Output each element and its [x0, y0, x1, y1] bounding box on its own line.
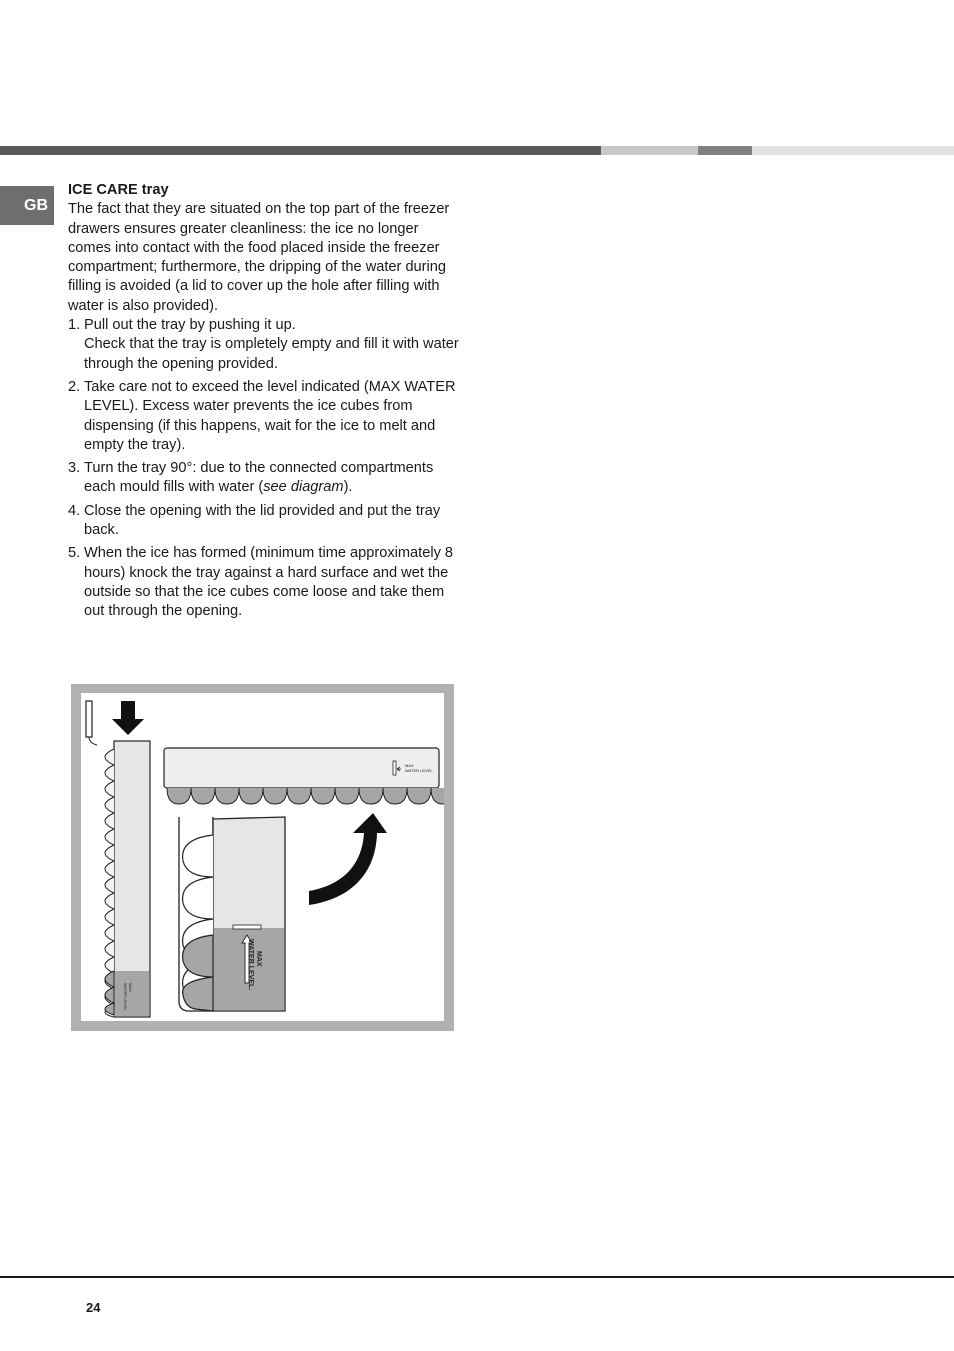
lid-tether-icon [89, 737, 97, 745]
step-text-emphasis: see diagram [263, 479, 344, 496]
main-content [68, 181, 460, 626]
footer-rule [0, 1276, 954, 1278]
step-item [68, 459, 460, 498]
header-bar-segment-light [601, 146, 698, 155]
header-bar-segment-dark [0, 146, 601, 155]
step-number: 4. [68, 502, 81, 519]
step-number: 3. [68, 460, 81, 477]
step-text: Close the opening with the lid provided and put the tray back. [84, 502, 441, 539]
horizontal-max-label: MAX [405, 763, 414, 768]
level-marker-icon [393, 761, 396, 775]
page-number: 24 [86, 1300, 101, 1315]
small-water-level-label: WATER LEVEL [123, 983, 128, 1011]
step-item [68, 502, 460, 541]
header-bar-segment-mid [698, 146, 752, 155]
ice-tray-diagram-frame [71, 684, 454, 1031]
step-number: 2. [68, 378, 81, 395]
vertical-tray-water [115, 971, 149, 1016]
step-extra-text: Check that the tray is ompletely empty and fill it with water through the opening provided. [84, 336, 459, 372]
small-max-label: MAX [128, 983, 133, 992]
enlarged-max-label: MAX [255, 951, 262, 967]
step-text: Pull out the tray by pushing it up. [84, 317, 296, 334]
ice-tray-diagram [81, 693, 444, 1021]
step-text: When the ice has formed (minimum time approximately 8 hours) knock the tray against a hard surface and wet the outside so that the ice cubes come loose and take them out through the opening. [84, 545, 454, 620]
header-color-bar [0, 146, 954, 155]
horizontal-tray-moulds [167, 788, 444, 804]
step-item [68, 544, 460, 621]
step-item [68, 316, 460, 374]
step-text-end: ). [343, 479, 353, 496]
step-number: 1. [68, 317, 81, 334]
steps-list [68, 316, 460, 621]
step-number: 5. [68, 545, 81, 562]
enlarged-water-level-label: WATER LEVEL. [247, 939, 254, 991]
vertical-tray-mould-water [105, 971, 114, 1015]
push-down-arrow-icon [112, 701, 144, 735]
intro-paragraph: The fact that they are situated on the top part of the freezer drawers ensures greater cleanliness: the ice no longer comes into contact with the food placed inside the freezer compartment; furthermore, the dripping of the water during filling is avoided (a lid to cover up the hole after filling with water is also provided). [68, 201, 450, 314]
header-bar-segment-pale [752, 146, 954, 155]
rotate-arrow-icon [309, 813, 387, 905]
horizontal-tray-body [164, 748, 439, 788]
step-item [68, 378, 460, 455]
tray-lid-icon [86, 701, 92, 737]
horizontal-water-level-label: WATER LEVEL. [405, 768, 434, 773]
section-title: ICE CARE tray [68, 182, 169, 198]
ice-tray-illustration [81, 693, 444, 1021]
step-text: Turn the tray 90°: due to the connected compartments each mould fills with water ( [84, 460, 434, 496]
language-tab: GB [0, 186, 54, 225]
step-text: Take care not to exceed the level indicated (MAX WATER LEVEL). Excess water prevents the ice cubes from dispensing (if this happens, wait for the ice to melt and empty the tray). [84, 378, 456, 453]
enlarged-level-marker-icon [233, 925, 261, 929]
